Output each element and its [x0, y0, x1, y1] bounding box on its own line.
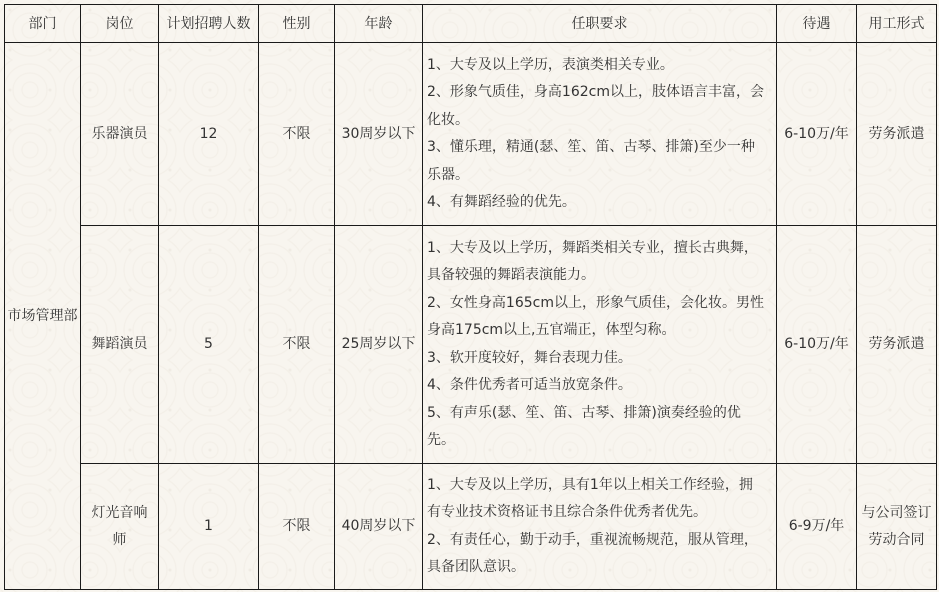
header-salary: 待遇 — [777, 5, 857, 43]
employment-cell — [857, 464, 937, 590]
department-cell: 市场管理部 — [5, 43, 81, 590]
header-employment-type: 用工形式 — [857, 5, 937, 43]
header-gender: 性别 — [259, 5, 335, 43]
header-position: 岗位 — [81, 5, 159, 43]
requirement-line: 具备团队意识。 — [427, 559, 525, 575]
requirement-line: 5、有声乐(瑟、笙、笛、古琴、排箫)演奏经验的优 — [427, 404, 741, 421]
salary-cell: 6-10万/年 — [777, 226, 857, 464]
position-cell: 乐器演员 — [81, 43, 159, 226]
position-line: 师 — [112, 531, 127, 548]
employment-cell: 劳务派遣 — [857, 226, 937, 464]
requirement-line: 2、有责任心，勤于动手，重视流畅规范，服从管理， — [427, 531, 758, 548]
count-cell: 1 — [159, 464, 259, 590]
requirement-line: 3、懂乐理，精通(瑟、笙、笛、古琴、排箫)至少一种 — [427, 139, 755, 155]
requirement-line: 3、软开度较好，舞台表现力佳。 — [427, 349, 632, 366]
age-cell: 40周岁以下 — [335, 464, 423, 590]
header-planned-count: 计划招聘人数 — [159, 5, 259, 43]
requirements-cell — [423, 43, 777, 226]
position-cell: 舞蹈演员 — [81, 226, 159, 464]
requirement-line: 身高175cm以上,五官端正，体型匀称。 — [427, 322, 676, 338]
age-cell: 25周岁以下 — [335, 226, 423, 464]
requirement-line: 具备较强的舞蹈表演能力。 — [427, 267, 595, 283]
table-row — [5, 43, 937, 226]
requirement-line: 化妆。 — [427, 111, 469, 128]
recruitment-table — [4, 4, 937, 590]
requirements-cell — [423, 226, 777, 464]
requirements-cell — [423, 464, 777, 590]
gender-cell: 不限 — [259, 464, 335, 590]
table-row — [5, 226, 937, 464]
position-line: 灯光音响 — [91, 504, 148, 521]
position-cell — [81, 464, 159, 590]
employment-line: 劳动合同 — [868, 531, 925, 548]
salary-cell: 6-9万/年 — [777, 464, 857, 590]
header-row — [5, 5, 937, 43]
age-cell: 30周岁以下 — [335, 43, 423, 226]
employment-cell: 劳务派遣 — [857, 43, 937, 226]
header-department: 部门 — [5, 5, 81, 43]
count-cell: 5 — [159, 226, 259, 464]
count-cell: 12 — [159, 43, 259, 226]
header-age: 年龄 — [335, 5, 423, 43]
requirement-line: 4、有舞蹈经验的优先。 — [427, 194, 576, 210]
requirement-line: 1、大专及以上学历，舞蹈类相关专业，擅长古典舞， — [427, 239, 758, 256]
requirement-line: 乐器。 — [427, 166, 469, 183]
employment-line: 与公司签订 — [861, 504, 932, 521]
requirement-line: 1、大专及以上学历，表演类相关专业。 — [427, 56, 674, 73]
requirement-line: 1、大专及以上学历，具有1年以上相关工作经验，拥 — [427, 476, 753, 493]
requirement-line: 2、女性身高165cm以上，形象气质佳，会化妆。男性 — [427, 294, 764, 311]
header-requirements: 任职要求 — [423, 5, 777, 43]
requirement-line: 有专业技术资格证书且综合条件优秀者优先。 — [427, 504, 707, 520]
table-row — [5, 464, 937, 590]
requirement-line: 2、形象气质佳，身高162cm以上，肢体语言丰富，会 — [427, 84, 764, 100]
gender-cell: 不限 — [259, 226, 335, 464]
gender-cell: 不限 — [259, 43, 335, 226]
salary-cell: 6-10万/年 — [777, 43, 857, 226]
requirement-line: 4、条件优秀者可适当放宽条件。 — [427, 377, 632, 393]
requirement-line: 先。 — [427, 432, 455, 448]
